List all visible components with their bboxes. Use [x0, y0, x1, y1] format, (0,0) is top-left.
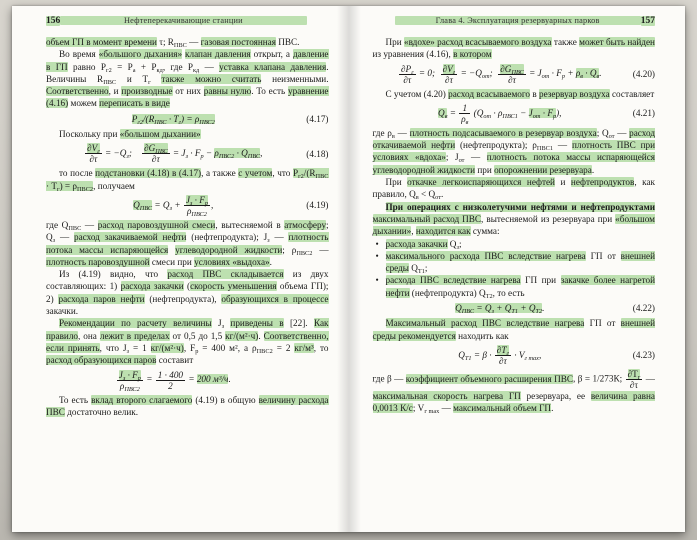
paragraph: При операциях с низколетучими нефтями и нефтепродуктами максимальный расход ПВС, вытесняемой из резервуара при «большом дыхании», находится как сумма: — [372, 201, 655, 237]
highlight: в котором — [453, 49, 492, 60]
page-header-right — [373, 16, 656, 26]
subscript: ПВС2 — [124, 385, 140, 393]
highlight: $Q_{ПВС} = Q_з + Q_{Т1} + Q_{Т2}$ — [455, 303, 543, 316]
list-item: • расхода ПВС вследствие нагрева ГП при закачке более нагретой нефти (нефтепродукта) $Q_{Т2}$, то есть — [375, 275, 656, 300]
highlight: $\partial G_{ПВС}$ — [144, 143, 168, 156]
paragraph: Рекомендации по расчету величины $J_з$ приведены в [22]. Как правило, она лежит в пределах от 0,5 до 1,5 кг/(м²·ч). Соответственно, если принять, что $J_з = 1$ кг/(м²·ч), $F_р = 400$ м², а $\rho_{ПВС2} = 2$ кг/м³, то расход образующихся паров составит — [46, 318, 329, 366]
fraction-numerator: 1 · 400 — [157, 369, 184, 380]
fraction-denominator: ∂τ — [629, 379, 639, 390]
highlight: плотность потока массы испаряющейся углеводородной жидкости — [372, 152, 656, 175]
highlight: расход всасываемого — [448, 88, 531, 99]
page-number: 157 — [640, 16, 655, 26]
fraction-numerator: $\partial P_г$ — [400, 63, 414, 76]
highlight: максимального расхода ПВС вследствие нагрева — [385, 250, 586, 261]
running-header: Нефтеперекачивающие станции — [60, 16, 306, 25]
fraction-denominator: ∂τ — [508, 74, 516, 85]
equation — [46, 143, 329, 164]
subscript: р — [195, 347, 199, 355]
paragraph: Поскольку при «большом дыхании» — [59, 129, 201, 140]
equation-body: $\frac{J_з \cdot F_р}{\rho_{ПВС2}}$ = $\frac{1 \cdot 400}{2}$ = 200 м³/ч. — [118, 369, 231, 393]
highlight: $\partial V_г$ — [87, 143, 100, 156]
equation-number: (4.22) — [632, 303, 655, 314]
paragraph: Максимальный расход ПВС вследствие нагрева ГП от внешней среды рекомендуется находить как — [372, 318, 655, 341]
highlight: плотность потока массы испаряющейся — [46, 232, 329, 255]
equation-body: $Q_в$ = $\frac{1}{\rho_в}$ $(Q_{от} \cdot \rho_{ПВС1} - J_{от} \cdot F_р)$, — [438, 102, 562, 126]
subscript: г2 — [105, 66, 112, 74]
highlight: клапан давления — [185, 49, 251, 60]
equation — [46, 195, 329, 216]
highlight: $\partial T_г$ — [627, 368, 641, 381]
paragraph: При «вдохе» расход всасываемого воздуха также может быть найден из уравнения (4.16), в котором — [372, 37, 655, 60]
fraction — [142, 143, 170, 164]
subscript: ПВС — [139, 204, 153, 212]
subscript: в — [580, 73, 583, 81]
subscript: з — [189, 199, 193, 207]
fraction-numerator — [142, 143, 170, 154]
highlight: расход ПВС складывается — [167, 269, 284, 280]
subscript: з — [456, 243, 459, 251]
highlight: расход паровоздушной смеси — [97, 219, 216, 230]
equation — [373, 64, 656, 85]
highlight: кг/(м²·ч) — [150, 342, 184, 353]
subscript: ПВС2 — [296, 249, 313, 257]
highlight: Как правило — [46, 318, 329, 341]
subscript: от — [435, 194, 441, 202]
highlight: давление в ГП — [46, 49, 329, 72]
subscript: р — [137, 374, 141, 382]
equation-number: (4.17) — [306, 113, 329, 124]
highlight: лежит в пределах — [99, 330, 170, 341]
subscript: р — [561, 73, 566, 81]
fraction-numerator — [184, 195, 210, 206]
highlight: переписать в виде — [99, 98, 170, 109]
page-header-left — [46, 16, 329, 26]
subscript: ПВС2 — [218, 152, 235, 160]
subscript: Т1 — [464, 354, 472, 362]
equation-number: (4.18) — [306, 148, 329, 159]
equation-body: $Q_{ПВС} = Q_з + Q_{Т1} + Q_{Т2}$. — [455, 303, 545, 316]
subscript: з — [185, 152, 188, 160]
highlight: Рекомендации по расчету величины — [59, 318, 212, 329]
bullet-icon: • — [375, 250, 379, 261]
highlight: откачке легкоиспаряющихся нефтей — [407, 177, 555, 188]
fraction — [85, 143, 102, 164]
subscript: от — [458, 157, 465, 165]
book-spread — [12, 6, 685, 532]
highlight: находится как — [415, 226, 471, 237]
bold-text — [386, 202, 656, 212]
highlight: $\rho_в \cdot Q_в$ — [575, 68, 600, 81]
running-header: Глава 4. Эксплуатация резервуарных парков — [395, 16, 641, 25]
paragraph: где $Q_{ПВС}$ — расход паровоздушной смеси, вытесняемой в атмосферу; $Q_з$ — расход закачиваемой нефти (нефтепродукта); $J_з$ — плотность потока массы испаряющейся углеводородной жидкости; $\rho_{ПВС2}$ — плотность паровоздушной смеси при условиях «выдоха». — [46, 219, 329, 267]
equation — [46, 370, 329, 391]
highlight: кг/м³ — [294, 342, 314, 353]
highlight: также можно считать — [161, 73, 262, 84]
page-body-right — [373, 36, 656, 415]
subscript: Т1 — [511, 308, 519, 316]
subscript: а — [132, 66, 136, 74]
fraction-numerator — [495, 345, 511, 356]
highlight: приведены в — [230, 318, 284, 329]
fraction-denominator: 2 — [168, 380, 173, 391]
subscript: Т1 — [417, 268, 425, 276]
highlight: плотность паровоздушной — [46, 256, 150, 267]
subscript: г — [452, 68, 456, 76]
highlight: $J_з \cdot F_р$ — [185, 194, 209, 207]
subscript: ПВС — [315, 173, 329, 181]
subscript: г — [148, 78, 151, 86]
fraction — [498, 64, 526, 85]
highlight: максимальный объем ГП — [453, 403, 552, 414]
page-number: 156 — [46, 16, 61, 26]
equation-number: (4.23) — [632, 350, 655, 361]
highlight: газовая постоянная — [200, 37, 276, 47]
highlight: скорость уменьшения — [190, 281, 277, 292]
fraction — [441, 64, 458, 85]
highlight: производные — [121, 86, 173, 97]
highlight: 200 м³/ч — [196, 374, 229, 385]
highlight: При операциях с низколетучими нефтями и нефтепродуктами — [385, 201, 655, 212]
fraction — [399, 64, 416, 85]
subscript: р — [200, 152, 204, 160]
bullet-icon: • — [375, 275, 379, 286]
subscript: ПВС1 — [502, 112, 518, 120]
paragraph: объем ГП в момент времени τ; $R_{ПВС}$ — газовая постоянная ПВС. — [46, 37, 300, 49]
equation-number: (4.20) — [632, 68, 655, 79]
paragraph: То есть вклад второго слагаемого (4.19) в общую величину расхода ПВС достаточно велик. — [46, 394, 329, 417]
fraction-numerator — [498, 64, 526, 75]
subscript: г max — [424, 408, 440, 416]
highlight: расхода ПВС вследствие нагрева — [385, 275, 521, 286]
highlight: расход откачиваемой нефти — [372, 127, 656, 151]
highlight: $Q_{ПВС}$ — [133, 199, 153, 212]
highlight: расход закачиваемой нефти — [73, 232, 187, 243]
highlight: расхода закачки — [385, 238, 448, 249]
bullet-icon: • — [375, 238, 379, 249]
highlight: с учетом — [238, 168, 273, 179]
subscript: р — [204, 199, 209, 207]
fraction-denominator: ∂τ — [151, 154, 160, 165]
subscript: з — [126, 152, 129, 160]
highlight: внешней среды — [385, 250, 655, 274]
highlight: Соответственно, если принять — [46, 330, 329, 353]
highlight: уставка клапана давления — [219, 61, 327, 72]
highlight: равны нулю — [203, 86, 252, 97]
fraction — [495, 345, 511, 366]
subscript: в — [596, 73, 600, 81]
highlight: внешней среды рекомендуется — [372, 318, 655, 341]
subscript: ПВС1 — [536, 145, 554, 153]
highlight: $J_з \cdot F_р$ — [118, 369, 141, 382]
subscript: от — [532, 112, 541, 120]
subscript: ПВС — [68, 224, 82, 232]
highlight: $\partial T_г$ — [496, 344, 509, 357]
fraction-numerator: 1 — [459, 103, 470, 114]
paragraph: С учетом (4.20) расход всасываемого в резервуар воздуха составляет — [385, 88, 655, 99]
equation-body: $\frac{\partial V_г}{\partial\tau}$ = $-Q_з$; $\frac{\partial G_{ПВС}}{\partial\tau}$ = $J_з \cdot F_р - \rho_{ПВС2} \cdot Q_{ПВС}$, — [87, 143, 263, 165]
paragraph: где β — коэффициент объемного расширения ПВС, β = 1/273К; $\frac{\partial T_г}{\partial\tau}$ — максимальная скорость нагрева ГП резервуара, ее величина равна 0,0013 К/с; $V_{г max}$ — максимальный объем ГП. — [372, 368, 655, 416]
highlight: кг/(м²·ч) — [225, 330, 259, 341]
highlight: углеводородной жидкости — [175, 244, 283, 255]
equation-body — [132, 114, 215, 124]
subscript: Т2 — [535, 308, 543, 316]
subscript: г2 — [137, 118, 143, 126]
highlight: образующихся в процессе — [221, 293, 329, 304]
fraction-numerator — [626, 369, 643, 380]
highlight: $\partial V_г$ — [442, 63, 456, 76]
fraction — [184, 195, 210, 216]
equation-body: $\frac{\partial P_г}{\partial\tau}$ = 0; $\frac{\partial V_г}{\partial\tau}$ = $-Q_{от}$; $\frac{\partial G_{ПВС}}{\partial\tau}$ = $J_{от} \cdot F_р + \rho_в \cdot Q_в$. — [400, 63, 602, 85]
fraction-denominator: ∂τ — [89, 154, 98, 165]
highlight: плотность подсасываемого в резервуар воздуха — [409, 127, 597, 138]
paragraph: Во время «большого дыхания» клапан давления открыт, а давление в ГП равно $P_{г2} = P_а + P_{кд}$, где $P_{кд}$ — уставка клапана давления. Величины $R_{ПВС}$ и $T_г$ также можно считать неизменными. Соответственно, и производные от них равны нулю. То есть уравнение (4.16) можем переписать в виде — [46, 49, 329, 109]
list-item: • расхода закачки $Q_з$; — [375, 238, 462, 251]
page-body-left — [46, 36, 329, 418]
fraction-denominator: ∂τ — [498, 355, 507, 366]
highlight: уравнение (4.16) — [46, 86, 329, 109]
highlight: опорожнении резервуара — [494, 164, 592, 175]
highlight: может быть найден — [579, 37, 655, 47]
subscript: г max — [524, 354, 539, 362]
highlight: Максимальный расход ПВС вследствие нагрева — [385, 318, 585, 329]
equation — [373, 103, 656, 124]
list-item: • максимального расхода ПВС вследствие нагрева ГП от внешней среды $Q_{Т1}$; — [375, 250, 655, 276]
subscript: з — [491, 308, 494, 316]
highlight: расхода закачки — [120, 281, 184, 292]
subscript: з — [126, 347, 130, 355]
highlight: атмосферу — [284, 219, 326, 230]
highlight: величину расхода ПВС — [46, 394, 329, 417]
fraction-denominator: $\rho_в$ — [461, 113, 469, 126]
subscript: г — [411, 68, 414, 76]
paragraph: где $\rho_в$ — плотность подсасываемого в резервуар воздуха; $Q_{от}$ — расход откачиваемой нефти (нефтепродукта); $\rho_{ПВС1}$ — плотность ПВС при условиях «вдоха»; $J_{от}$ — плотность потока массы испаряющейся углеводородной жидкости при опорожнении резервуара. — [372, 127, 656, 175]
subscript: г — [506, 349, 509, 357]
highlight: $Q_в$ — [438, 107, 448, 120]
highlight: подстановки (4.18) в (4.17) — [95, 168, 202, 179]
fraction-numerator — [85, 143, 102, 154]
subscript: ПВС2 — [191, 210, 207, 218]
paragraph: Из (4.19) видно, что расход ПВС складывается из двух составляющих: 1) расхода закачки (скорость уменьшения объема ГП); 2) расхода паров нефти (нефтепродукта), образующихся в процессе закачки. — [46, 269, 329, 317]
equation-body: $Q_{ПВС} = Q_з$ + $\frac{J_з \cdot F_р}{\rho_{ПВС2}}$ , — [133, 194, 214, 218]
subscript: ПВС — [461, 308, 475, 316]
page-156 — [12, 6, 349, 532]
subscript: з — [221, 323, 225, 331]
subscript: ПВС — [173, 42, 187, 49]
fraction-denominator: ∂τ — [445, 74, 453, 85]
highlight: Соответственно — [46, 86, 109, 97]
subscript: г — [97, 148, 100, 156]
equation-number: (4.21) — [632, 108, 655, 119]
subscript: от — [483, 112, 492, 120]
subscript: в — [465, 118, 469, 126]
paragraph: то после подстановки (4.18) в (4.17), а также с учетом, что $P_{г2}/(R_{ПВС} \cdot T_г) = \rho_{ПВС2}$, получаем — [46, 168, 329, 193]
equation-number: (4.19) — [306, 200, 329, 211]
highlight: максимальная скорость нагрева ГП — [372, 390, 521, 401]
subscript: г — [56, 185, 60, 193]
highlight: нефтепродуктов — [570, 177, 635, 188]
subscript: ПВС — [154, 118, 167, 126]
subscript: от — [541, 73, 550, 81]
fraction-denominator: $\rho_{ПВС2}$ — [186, 205, 207, 218]
highlight: $P_{г2}/(R_{ПВС} \cdot T_г) = \rho_{ПВС2}$ — [131, 113, 215, 126]
highlight: $\rho_{ПВС2} \cdot Q_{ПВС}$ — [214, 147, 261, 160]
subscript: р — [552, 112, 557, 120]
highlight: вклад второго слагаемого — [91, 394, 193, 405]
subscript: з — [267, 237, 270, 245]
highlight: закачке более нагретой нефти — [385, 275, 656, 298]
subscript: в — [444, 112, 448, 120]
subscript: ПВС — [247, 152, 261, 160]
subscript: кд — [156, 66, 163, 74]
subscript: г — [637, 373, 641, 381]
subscript: ПВС — [511, 68, 524, 76]
fraction — [626, 369, 643, 390]
highlight: резервуар воздуха — [538, 88, 610, 99]
highlight: «большого дыхания» — [98, 49, 183, 60]
equation-body: $Q_{Т1} = \beta$ · $\frac{\partial T_г}{\partial\tau}$ · $V_{г max}$, — [458, 344, 542, 366]
subscript: в — [391, 132, 395, 140]
subscript: ПВС2 — [199, 118, 215, 126]
highlight: $J_{от} \cdot F_р$ — [528, 107, 557, 120]
highlight: расхода паров нефти — [58, 293, 145, 304]
subscript: ПВС — [155, 148, 168, 156]
highlight: плотность ПВС при условиях «вдоха» — [372, 140, 655, 163]
fraction — [117, 370, 143, 391]
highlight: расход образующихся паров — [46, 355, 157, 366]
subscript: г2 — [298, 173, 304, 181]
fraction — [459, 103, 470, 124]
subscript: от — [608, 132, 615, 140]
subscript: в — [415, 194, 419, 202]
highlight: условиях «выдоха» — [194, 256, 270, 267]
fraction — [156, 370, 185, 391]
subscript: ПВС2 — [256, 347, 273, 355]
highlight: коэффициент объемного расширения ПВС — [405, 373, 574, 384]
highlight: «большом дыхании» — [119, 129, 201, 140]
subscript: г — [178, 118, 182, 126]
highlight: «вдохе» расход всасываемого воздуха — [403, 37, 552, 47]
subscript: з — [122, 374, 126, 382]
subscript: з — [169, 204, 173, 212]
highlight: максимальный расход ПВС — [372, 213, 482, 224]
equation — [46, 113, 329, 125]
paragraph: При откачке легкоиспаряющихся нефтей и нефтепродуктов, как правило, $Q_в < Q_{от}$. — [372, 177, 656, 202]
highlight: величина равна 0,0013 К/с — [372, 390, 655, 414]
page-157 — [349, 6, 686, 532]
fraction-denominator: $\rho_{ПВС2}$ — [119, 380, 140, 393]
highlight: «большом дыхании» — [372, 213, 655, 237]
fraction-numerator — [117, 370, 143, 381]
subscript: Т2 — [485, 292, 493, 300]
equation — [373, 345, 656, 366]
highlight: $\partial G_{ПВС}$ — [500, 63, 524, 76]
fraction-denominator: ∂τ — [403, 74, 412, 85]
highlight: $P_{г2}/(R_{ПВС} \cdot T_г) = \rho_{ПВС2}$ — [46, 168, 329, 193]
highlight: объем ГП в момент времени — [46, 37, 157, 47]
equation — [373, 302, 656, 314]
subscript: кд — [193, 66, 200, 74]
subscript: ПВС — [103, 78, 117, 86]
fraction-numerator — [441, 64, 458, 75]
subscript: от — [481, 73, 490, 81]
subscript: ПВС2 — [76, 185, 94, 193]
subscript: з — [52, 237, 56, 245]
